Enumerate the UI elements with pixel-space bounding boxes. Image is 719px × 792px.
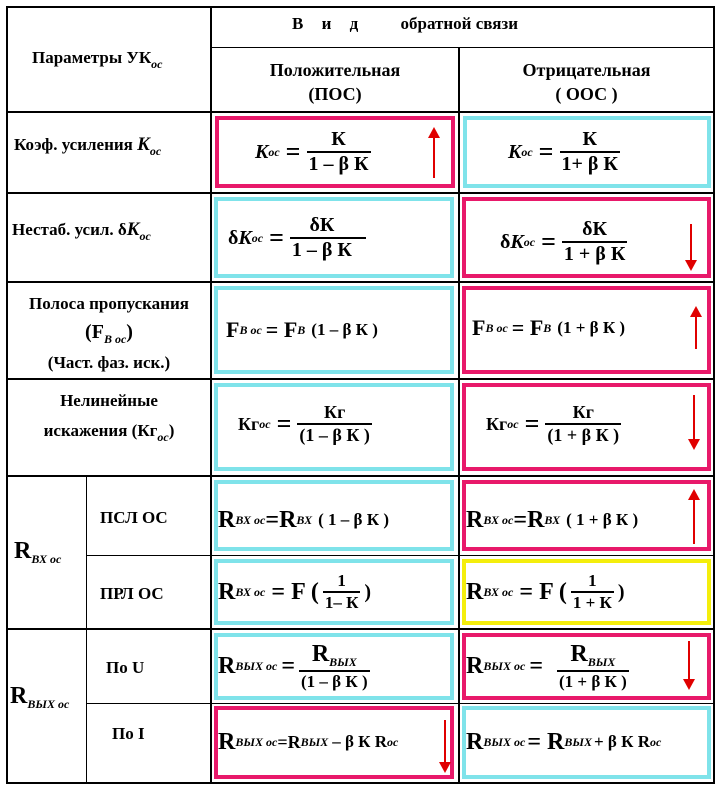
band-negative-formula: F В ос = F В (1 + β К ) [472,315,626,340]
prl-positive-formula: R ВХ ос = F ( $\frac{1}{1- К}$ ) [218,571,372,612]
nl-positive-formula: Кг ос = $\frac{Кг}{\text{(1 – β К )}}$ [238,402,370,445]
arrow-up-icon [686,488,702,546]
arrow-down-icon [686,393,702,451]
nl-label: Нелинейные искажения $(Кг_{ос})$ [43,391,175,444]
prl-label: ПРЛ ОС [100,584,164,603]
positive-header: Положительная (ПОС) [269,60,401,104]
arrow-up-icon [688,305,704,351]
params-header: Параметры $УК_{ос}$ [32,48,163,71]
arrow-down-icon [681,639,697,691]
k-negative-formula: K ос = $\frac{К}{\text{1+ β К}}$ [508,128,618,175]
arrow-down-icon [437,718,453,774]
negative-header: Отрицательная ( ООС ) [522,60,651,104]
k-positive-formula: K ос = $\frac{К}{\text{1 – β К}}$ [255,128,369,175]
i-positive-formula: R ВЫХ ос =R ВЫХ – β К R ос [218,728,399,755]
rin-label: $R_{ВХ ос}$ [14,538,62,566]
nl-negative-formula: Кг ос = $\frac{Кг}{\text{(1 + β К )}}$ [486,402,620,445]
u-positive-formula: R ВЫХ ос = $\frac{R_{ВЫХ}}{\text{(1 – β К )}}$ [218,640,368,691]
prl-negative-formula: R ВХ ос = F ( $\frac{1}{1 + К}$ ) [466,571,625,612]
band-positive-formula: F В ос = F В (1 – β К ) [226,317,378,342]
dk-negative-formula: δ K ос = $\frac{\delta К}{\text{1 + β К}}$ [500,218,626,265]
vid-header: В и д обратной связи [292,14,519,33]
dk-label: Нестаб. усил. $\delta K_{ос}$ [12,219,151,243]
u-label: По U [106,658,145,677]
arrow-down-icon [683,222,699,272]
rout-label: $R_{ВЫХ ос}$ [10,683,70,711]
psl-positive-formula: R ВХ ос =R ВХ ( 1 – β К ) [218,506,389,533]
psl-label: ПСЛ ОС [100,508,168,527]
k-label: Коэф. усиления $K_{ос}$ [14,134,162,158]
arrow-up-icon [426,126,442,180]
dk-positive-formula: δ K ос = $\frac{\delta К}{\text{1 – β К}}$ [228,210,354,266]
i-negative-formula: R ВЫХ ос = R ВЫХ + β К R ос [466,728,662,755]
psl-negative-formula: R ВХ ос =R ВХ ( 1 + β К ) [466,506,639,533]
u-negative-formula: R ВЫХ ос = $\frac{R_{ВЫХ}}{\text{(1 + β К )}}$ [466,640,627,691]
band-label: Полоса пропускания $(F_{В ос})$ (Част. фаз. иск.) [29,294,189,372]
i-label: По I [112,724,145,743]
